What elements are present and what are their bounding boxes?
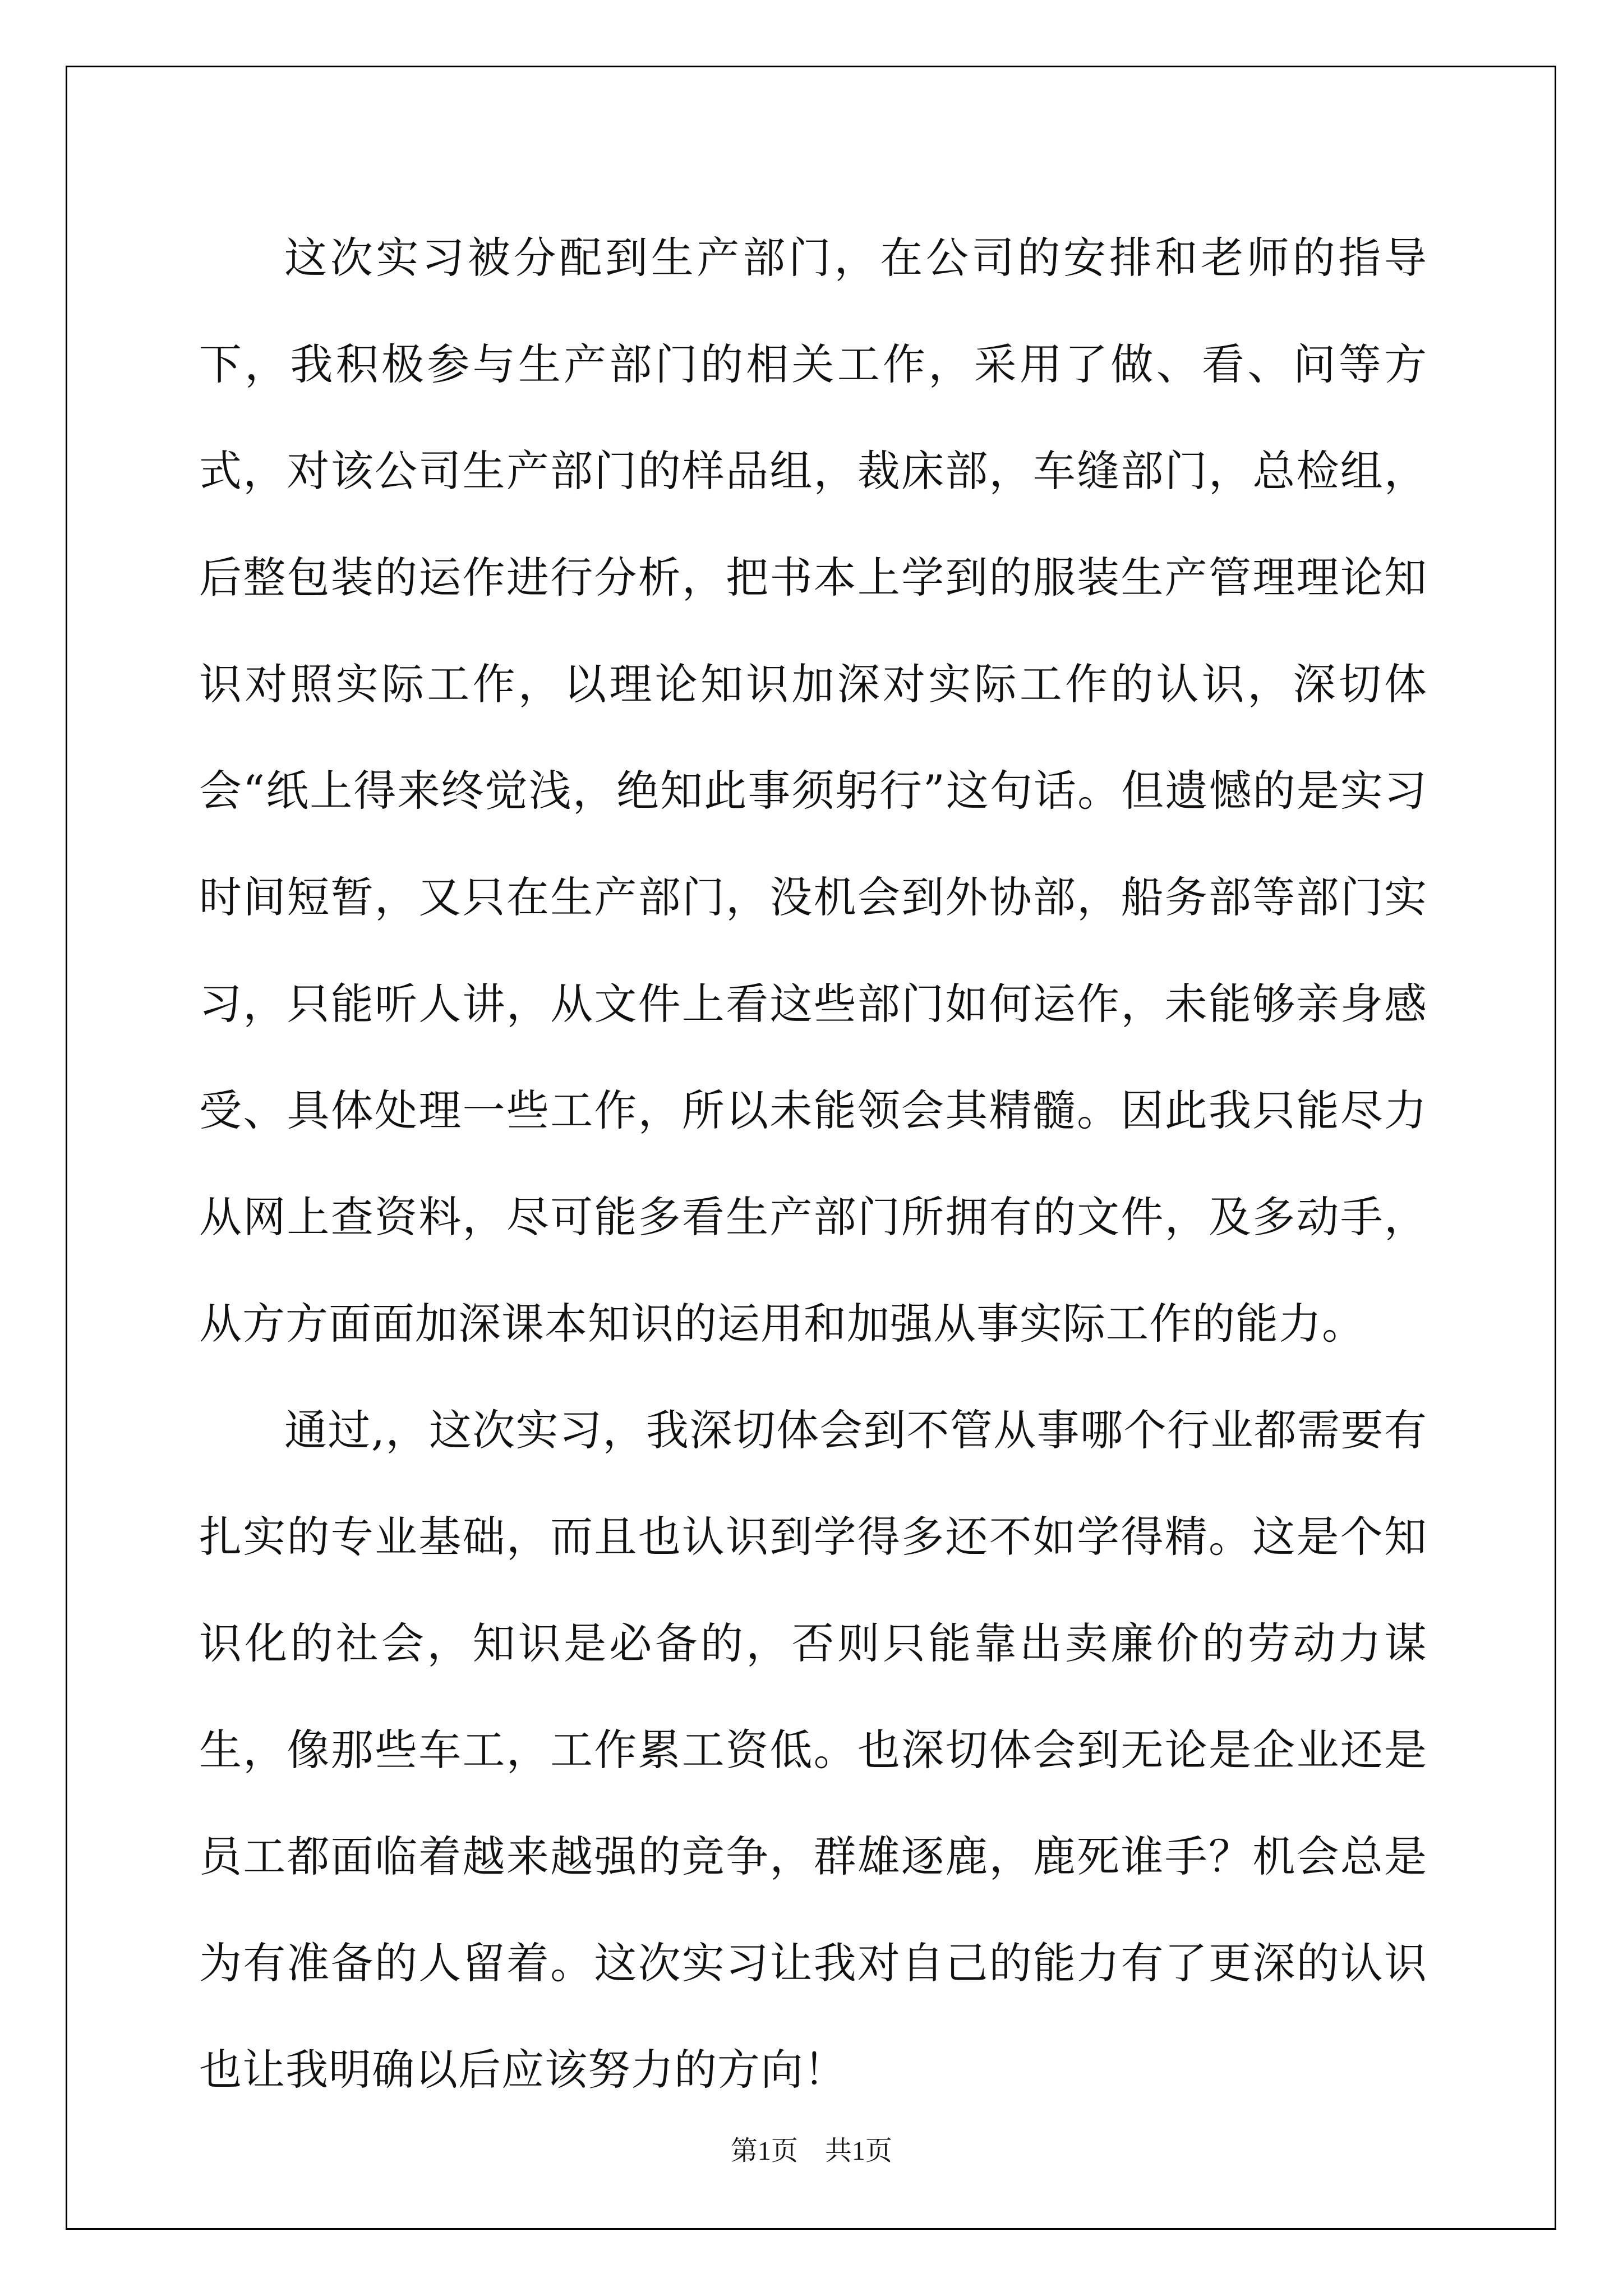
- page-number-footer: 第1页 共1页: [730, 2136, 892, 2166]
- paragraph: 这次实习被分配到生产部门，在公司的安排和老师的指导下，我积极参与生产部门的相关工作，采用了做、看、问等方式，对该公司生产部门的样品组，裁床部，车缝部门，总检组，后整包装的运作进行分析，把书本上学到的服装生产管理理论知识对照实际工作，以理论知识加深对实际工作的认识，深切体会“纸上得来终觉浅，绝知此事须躬行”这句话。但遗憾的是实习时间短暂，又只在生产部门，没机会到外协部，船务部等部门实习，只能听人讲，从文件上看这些部门如何运作，未能够亲身感受、具体处理一些工作，所以未能领会其精髓。因此我只能尽力从网上查资料，尽可能多看生产部门所拥有的文件，及多动手，从方方面面加深课本知识的运用和加强从事实际工作的能力。: [199, 233, 1427, 1349]
- document-body: [199, 205, 1427, 2123]
- paragraph: 通过,，这次实习，我深切体会到不管从事哪个行业都需要有扎实的专业基础，而且也认识到学得多还不如学得精。这是个知识化的社会，知识是必备的，否则只能靠出卖廉价的劳动力谋生，像那些车工，工作累工资低。也深切体会到无论是企业还是员工都面临着越来越强的竞争，群雄逐鹿，鹿死谁手？机会总是为有准备的人留着。这次实习让我对自己的能力有了更深的认识也让我明确以后应该努力的方向！: [199, 1405, 1427, 2095]
